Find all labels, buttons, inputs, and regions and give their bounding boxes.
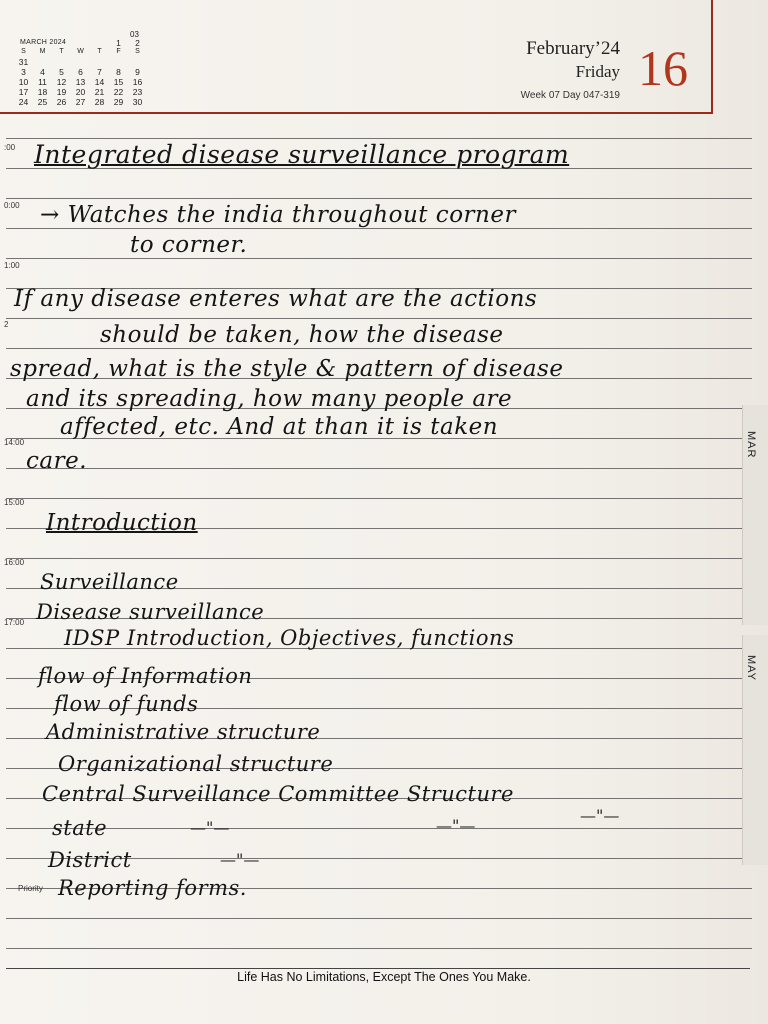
note-line: care. bbox=[26, 448, 88, 474]
section-heading: Introduction bbox=[46, 510, 198, 536]
note-line: spread, what is the style & pattern of disease bbox=[10, 356, 564, 382]
note-title: Integrated disease surveillance program bbox=[34, 140, 570, 169]
note-line: affected, etc. And at than it is taken bbox=[60, 414, 499, 440]
time-slot-label: 14:00 bbox=[4, 438, 25, 447]
mini-calendar-row: 3 4 5 6 7 8 9 bbox=[21, 67, 140, 77]
mini-calendar-row: 10 11 12 13 14 15 16 bbox=[18, 77, 143, 87]
note-line: should be taken, how the disease bbox=[100, 322, 504, 348]
list-item: District bbox=[48, 848, 132, 872]
ruled-line bbox=[6, 138, 752, 139]
list-item: IDSP Introduction, Objectives, functions bbox=[64, 626, 515, 650]
mini-calendar-row: 17 18 19 20 21 22 23 bbox=[18, 87, 143, 97]
ruled-line bbox=[6, 468, 752, 469]
month-year: February’24 bbox=[526, 38, 620, 59]
time-slot-label: 17:00 bbox=[4, 618, 25, 627]
ruled-line bbox=[6, 948, 752, 949]
time-slot-label: 1:00 bbox=[4, 261, 20, 270]
footer-divider bbox=[6, 968, 750, 969]
time-slot-label: 16:00 bbox=[4, 558, 25, 567]
ruled-line bbox=[6, 198, 752, 199]
list-item: Organizational structure bbox=[58, 752, 334, 776]
diary-header bbox=[0, 0, 715, 112]
time-slot-label: 0:00 bbox=[4, 201, 20, 210]
ditto-mark: —"— bbox=[580, 806, 620, 825]
time-slot-label: 2 bbox=[4, 320, 9, 329]
ruled-line bbox=[6, 318, 752, 319]
side-tab-mar[interactable]: MAR bbox=[742, 405, 768, 625]
priority-label: Priority bbox=[18, 884, 43, 893]
mini-calendar-month-number: 03 bbox=[130, 30, 139, 39]
header-divider bbox=[0, 112, 713, 114]
note-line: to corner. bbox=[130, 232, 248, 258]
ruled-line bbox=[6, 558, 752, 559]
list-item: Administrative structure bbox=[46, 720, 321, 744]
side-tab-may[interactable]: MAY bbox=[742, 635, 768, 865]
time-slot-label: 15:00 bbox=[4, 498, 25, 507]
mini-calendar-title: MARCH 2024 bbox=[20, 39, 67, 46]
date-block bbox=[470, 38, 620, 101]
list-item: state bbox=[52, 816, 108, 840]
mini-calendar-row: 1 2 bbox=[116, 38, 140, 48]
ruled-line bbox=[6, 918, 752, 919]
mini-calendar-weekdays: S M T W T F S bbox=[21, 48, 140, 55]
ditto-mark: —"— bbox=[436, 816, 476, 835]
note-line: and its spreading, how many people are bbox=[26, 386, 513, 412]
week-info: Week 07 Day 047-319 bbox=[520, 90, 620, 101]
time-slot-label: :00 bbox=[4, 143, 16, 152]
mini-calendar-row: 24 25 26 27 28 29 30 bbox=[18, 97, 143, 107]
ruled-line bbox=[6, 258, 752, 259]
ruled-line bbox=[6, 498, 752, 499]
mini-calendar bbox=[12, 30, 152, 112]
list-item: Reporting forms. bbox=[58, 876, 247, 900]
note-line: If any disease enteres what are the actions bbox=[14, 286, 538, 312]
footer-quote: Life Has No Limitations, Except The Ones You Make. bbox=[237, 970, 531, 984]
list-item: Surveillance bbox=[40, 570, 179, 594]
list-item: flow of funds bbox=[54, 692, 199, 716]
mini-calendar-row: 31 bbox=[18, 57, 29, 67]
month-side-tabs bbox=[742, 405, 768, 865]
note-line: → Watches the india throughout corner bbox=[40, 202, 516, 228]
day-number: 16 bbox=[638, 40, 688, 96]
list-item: Central Surveillance Committee Structure bbox=[42, 782, 514, 806]
ditto-mark: —"— bbox=[190, 818, 230, 837]
header-divider-vertical bbox=[711, 0, 713, 114]
list-item: flow of Information bbox=[38, 664, 253, 688]
ruled-line bbox=[6, 828, 752, 829]
list-item: Disease surveillance bbox=[36, 600, 265, 624]
ditto-mark: —"— bbox=[220, 850, 260, 869]
weekday: Friday bbox=[575, 62, 620, 81]
ruled-line bbox=[6, 348, 752, 349]
ruled-line bbox=[6, 228, 752, 229]
